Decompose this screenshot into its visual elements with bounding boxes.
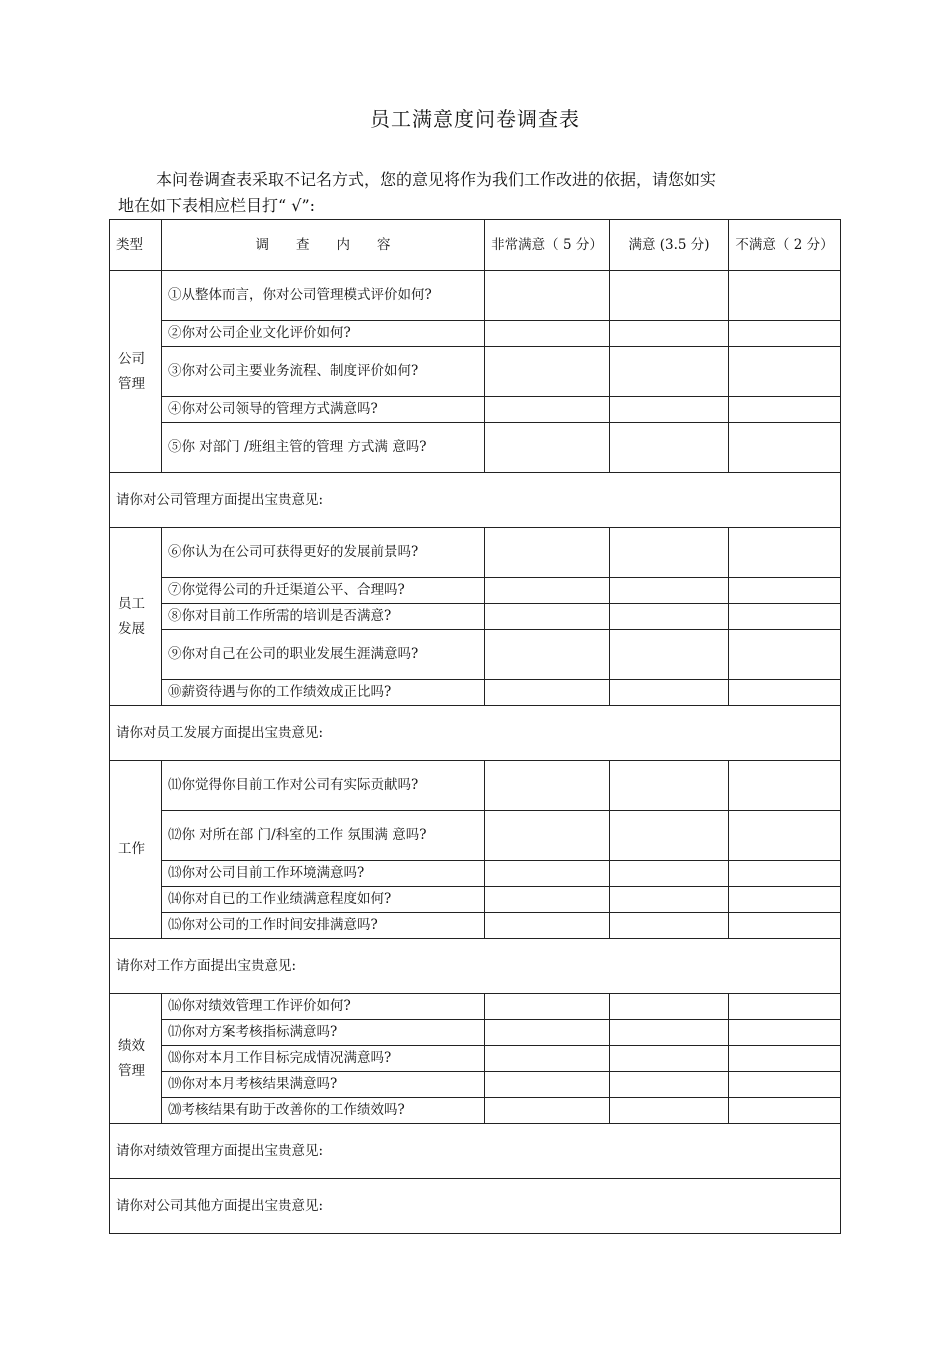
rating-cell-satisfied[interactable]: [610, 680, 729, 706]
table-row: [110, 630, 841, 680]
question-text: ⑦你觉得公司的升迁渠道公平、合理吗?: [162, 578, 485, 604]
table-row: [110, 913, 841, 939]
opinion-field-company-management[interactable]: [110, 473, 841, 528]
question-text: ⑧你对目前工作所需的培训是否满意?: [162, 604, 485, 630]
table-row: [110, 578, 841, 604]
question-text: ⑿你 对所在部 门/科室的工作 氛围满 意吗?: [162, 811, 485, 861]
rating-cell-unsatisfied[interactable]: [729, 321, 841, 347]
rating-cell-very-satisfied[interactable]: [485, 397, 610, 423]
rating-cell-satisfied[interactable]: [610, 887, 729, 913]
rating-cell-very-satisfied[interactable]: [485, 887, 610, 913]
rating-cell-unsatisfied[interactable]: [729, 271, 841, 321]
rating-cell-unsatisfied[interactable]: [729, 1072, 841, 1098]
rating-cell-unsatisfied[interactable]: [729, 761, 841, 811]
question-text: ⑨你对自己在公司的职业发展生涯满意吗?: [162, 630, 485, 680]
rating-cell-very-satisfied[interactable]: [485, 271, 610, 321]
rating-cell-satisfied[interactable]: [610, 397, 729, 423]
rating-cell-unsatisfied[interactable]: [729, 861, 841, 887]
rating-cell-very-satisfied[interactable]: [485, 913, 610, 939]
table-row: [110, 811, 841, 861]
opinion-row: [110, 706, 841, 761]
rating-cell-satisfied[interactable]: [610, 761, 729, 811]
rating-cell-very-satisfied[interactable]: [485, 811, 610, 861]
rating-cell-unsatisfied[interactable]: [729, 423, 841, 473]
rating-cell-unsatisfied[interactable]: [729, 811, 841, 861]
table-row: [110, 604, 841, 630]
table-row: [110, 347, 841, 397]
rating-cell-unsatisfied[interactable]: [729, 397, 841, 423]
table-row: [110, 1072, 841, 1098]
opinion-label: 请你对员工发展方面提出宝贵意见:: [116, 725, 324, 741]
rating-cell-very-satisfied[interactable]: [485, 630, 610, 680]
rating-cell-satisfied[interactable]: [610, 347, 729, 397]
opinion-label: 请你对工作方面提出宝贵意见:: [116, 958, 297, 974]
rating-cell-satisfied[interactable]: [610, 994, 729, 1020]
rating-cell-satisfied[interactable]: [610, 1098, 729, 1124]
rating-cell-very-satisfied[interactable]: [485, 1046, 610, 1072]
rating-cell-very-satisfied[interactable]: [485, 578, 610, 604]
opinion-field-other[interactable]: [110, 1179, 841, 1234]
opinion-row: [110, 1179, 841, 1234]
rating-cell-very-satisfied[interactable]: [485, 761, 610, 811]
question-text: ⒄你对方案考核指标满意吗?: [162, 1020, 485, 1046]
rating-cell-satisfied[interactable]: [610, 811, 729, 861]
header-very-satisfied: 非常满意（ 5 分）: [485, 220, 610, 271]
rating-cell-very-satisfied[interactable]: [485, 1072, 610, 1098]
table-row: [110, 887, 841, 913]
rating-cell-very-satisfied[interactable]: [485, 994, 610, 1020]
rating-cell-unsatisfied[interactable]: [729, 887, 841, 913]
header-type: 类型: [110, 220, 162, 271]
opinion-label: 请你对绩效管理方面提出宝贵意见:: [116, 1143, 324, 1159]
rating-cell-unsatisfied[interactable]: [729, 604, 841, 630]
rating-cell-satisfied[interactable]: [610, 578, 729, 604]
rating-cell-very-satisfied[interactable]: [485, 347, 610, 397]
header-unsatisfied: 不满意（ 2 分）: [729, 220, 841, 271]
table-row: [110, 271, 841, 321]
question-text: ⒀你对公司目前工作环境满意吗?: [162, 861, 485, 887]
question-text: ⑾你觉得你目前工作对公司有实际贡献吗?: [162, 761, 485, 811]
survey-table: [109, 219, 841, 1234]
rating-cell-unsatisfied[interactable]: [729, 680, 841, 706]
question-text: ⒇考核结果有助于改善你的工作绩效吗?: [162, 1098, 485, 1124]
question-text: ⒆你对本月考核结果满意吗?: [162, 1072, 485, 1098]
intro-text-line2: 地在如下表相应栏目打“ √”:: [118, 196, 316, 215]
rating-cell-unsatisfied[interactable]: [729, 1020, 841, 1046]
opinion-label: 请你对公司管理方面提出宝贵意见:: [116, 492, 324, 508]
rating-cell-very-satisfied[interactable]: [485, 861, 610, 887]
category-employee-development: 员工发展: [110, 528, 162, 706]
rating-cell-satisfied[interactable]: [610, 528, 729, 578]
opinion-row: [110, 939, 841, 994]
rating-cell-unsatisfied[interactable]: [729, 994, 841, 1020]
table-row: [110, 1046, 841, 1072]
table-row: [110, 994, 841, 1020]
question-text: ⒁你对自已的工作业绩满意程度如何?: [162, 887, 485, 913]
rating-cell-unsatisfied[interactable]: [729, 578, 841, 604]
rating-cell-very-satisfied[interactable]: [485, 1020, 610, 1046]
opinion-field-work[interactable]: [110, 939, 841, 994]
rating-cell-unsatisfied[interactable]: [729, 528, 841, 578]
rating-cell-unsatisfied[interactable]: [729, 1098, 841, 1124]
question-text: ⑥你认为在公司可获得更好的发展前景吗?: [162, 528, 485, 578]
table-row: [110, 528, 841, 578]
rating-cell-satisfied[interactable]: [610, 321, 729, 347]
page-title: 员工满意度问卷调查表: [370, 107, 580, 131]
table-row: [110, 761, 841, 811]
rating-cell-unsatisfied[interactable]: [729, 1046, 841, 1072]
header-satisfied: 满意 (3.5 分): [610, 220, 729, 271]
intro-text-line1: 本问卷调查表采取不记名方式，您的意见将作为我们工作改进的依据，请您如实: [156, 170, 717, 189]
rating-cell-satisfied[interactable]: [610, 1046, 729, 1072]
rating-cell-very-satisfied[interactable]: [485, 680, 610, 706]
category-company-management: 公司管理: [110, 271, 162, 473]
rating-cell-satisfied[interactable]: [610, 913, 729, 939]
question-text: ⒂你对公司的工作时间安排满意吗?: [162, 913, 485, 939]
rating-cell-very-satisfied[interactable]: [485, 604, 610, 630]
opinion-row: [110, 473, 841, 528]
table-row: [110, 321, 841, 347]
question-text: ④你对公司领导的管理方式满意吗?: [162, 397, 485, 423]
table-row: [110, 680, 841, 706]
rating-cell-unsatisfied[interactable]: [729, 630, 841, 680]
question-text: ⒅你对本月工作目标完成情况满意吗?: [162, 1046, 485, 1072]
rating-cell-unsatisfied[interactable]: [729, 347, 841, 397]
rating-cell-satisfied[interactable]: [610, 1020, 729, 1046]
rating-cell-unsatisfied[interactable]: [729, 913, 841, 939]
question-text: ⒃你对绩效管理工作评价如何?: [162, 994, 485, 1020]
header-content: 调 查 内 容: [162, 220, 485, 271]
rating-cell-satisfied[interactable]: [610, 604, 729, 630]
rating-cell-very-satisfied[interactable]: [485, 321, 610, 347]
question-text: ③你对公司主要业务流程、制度评价如何?: [162, 347, 485, 397]
question-text: ⑩薪资待遇与你的工作绩效成正比吗?: [162, 680, 485, 706]
category-performance-management: 绩效管理: [110, 994, 162, 1124]
opinion-label: 请你对公司其他方面提出宝贵意见:: [116, 1198, 324, 1214]
opinion-field-performance-management[interactable]: [110, 1124, 841, 1179]
rating-cell-very-satisfied[interactable]: [485, 528, 610, 578]
rating-cell-very-satisfied[interactable]: [485, 423, 610, 473]
rating-cell-very-satisfied[interactable]: [485, 1098, 610, 1124]
table-row: [110, 861, 841, 887]
category-work: 工作: [110, 761, 162, 939]
rating-cell-satisfied[interactable]: [610, 423, 729, 473]
rating-cell-satisfied[interactable]: [610, 1072, 729, 1098]
question-text: ②你对公司企业文化评价如何?: [162, 321, 485, 347]
opinion-row: [110, 1124, 841, 1179]
table-row: [110, 1098, 841, 1124]
table-row: [110, 397, 841, 423]
opinion-field-employee-development[interactable]: [110, 706, 841, 761]
table-row: [110, 1020, 841, 1046]
question-text: ①从整体而言，你对公司管理模式评价如何?: [162, 271, 485, 321]
rating-cell-satisfied[interactable]: [610, 630, 729, 680]
table-row: [110, 423, 841, 473]
question-text: ⑤你 对部门 /班组主管的管理 方式满 意吗?: [162, 423, 485, 473]
rating-cell-satisfied[interactable]: [610, 861, 729, 887]
table-header-row: [110, 220, 841, 271]
rating-cell-satisfied[interactable]: [610, 271, 729, 321]
